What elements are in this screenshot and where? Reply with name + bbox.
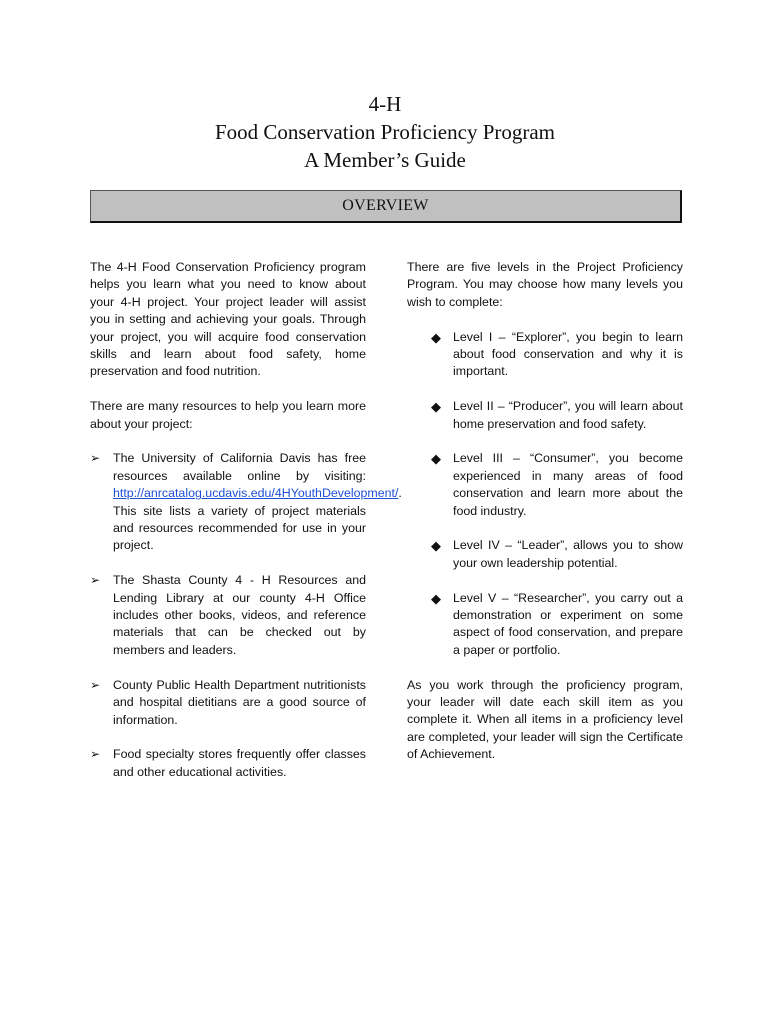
left-column: [90, 259, 402, 799]
title-line-4h: 4-H: [368, 92, 402, 116]
resources-list: [90, 450, 402, 781]
overview-section-header: [90, 190, 682, 223]
diamond-bullet-icon: ◆: [431, 399, 441, 415]
resource-text: Food specialty stores frequently offer classes and other educational activities.: [113, 747, 366, 779]
arrowhead-bullet-icon: ➢: [90, 573, 101, 588]
resource-text: County Public Health Department nutritionists and hospital dietitians are a good source of information.: [113, 677, 366, 727]
closing-paragraph: As you work through the proficiency program, your leader will date each skill item as you complete it. When all items in a proficiency level are completed, your leader will sign the Certificate of Achievement.: [407, 677, 683, 762]
diamond-bullet-icon: ◆: [431, 538, 441, 554]
resource-text-after: . This site lists a variety of project materials and resources recommended for use in your project.: [113, 486, 402, 553]
arrowhead-bullet-icon: ➢: [90, 451, 101, 466]
level-item-5: [407, 590, 683, 660]
level-text: Level III – “Consumer”, you become experienced in many areas of food conservation and learn more about the food industry.: [453, 451, 683, 518]
title-line-guide: A Member’s Guide: [304, 148, 466, 172]
level-text: Level IV – “Leader”, allows you to show your own leadership potential.: [453, 538, 683, 570]
level-item-3: [407, 450, 683, 520]
level-text: Level II – “Producer”, you will learn about home preservation and food safety.: [453, 399, 683, 431]
arrowhead-bullet-icon: ➢: [90, 747, 101, 762]
levels-list: [407, 329, 683, 660]
diamond-bullet-icon: ◆: [431, 329, 441, 345]
level-item-4: [407, 537, 683, 572]
level-text: Level I – “Explorer”, you begin to learn about food conservation and why it is important.: [453, 329, 683, 379]
title-line-program: Food Conservation Proficiency Program: [214, 120, 556, 144]
resource-item-shasta-library: [90, 572, 366, 659]
diamond-bullet-icon: ◆: [431, 451, 441, 467]
diamond-bullet-icon: ◆: [431, 590, 441, 606]
level-item-2: [407, 398, 683, 433]
level-item-1: [407, 329, 683, 381]
resources-intro-paragraph: There are many resources to help you learn more about your project:: [90, 399, 366, 431]
intro-paragraph: The 4-H Food Conservation Proficiency program helps you learn what you need to know about your 4-H project. Your project leader will assist you in setting and achieving your goals. Through your project, you will acquire food conservation skills and learn about food safety, home preservation and food nutrition.: [90, 260, 366, 379]
levels-intro-paragraph: There are five levels in the Project Proficiency Program. You may choose how many levels you wish to complete:: [407, 260, 683, 309]
resource-text: The Shasta County 4 - H Resources and Lending Library at our county 4-H Office includes other books, videos, and reference materials that can be checked out by members and leaders.: [113, 573, 366, 657]
resource-item-ucdavis: [90, 450, 402, 554]
level-text: Level V – “Researcher”, you carry out a demonstration or experiment on some aspect of food conservation, and prepare a paper or portfolio.: [453, 590, 683, 657]
resource-text: The University of California Davis has free resources available online by visiting:: [113, 451, 366, 483]
right-column: [407, 259, 683, 781]
resource-item-public-health: [90, 677, 366, 729]
ucdavis-link[interactable]: http://anrcatalog.ucdavis.edu/4HYouthDevelopment/: [113, 486, 399, 501]
document-title: [0, 90, 770, 174]
arrowhead-bullet-icon: ➢: [90, 677, 101, 692]
overview-label: OVERVIEW: [342, 197, 429, 214]
resource-item-specialty-stores: [90, 746, 366, 781]
